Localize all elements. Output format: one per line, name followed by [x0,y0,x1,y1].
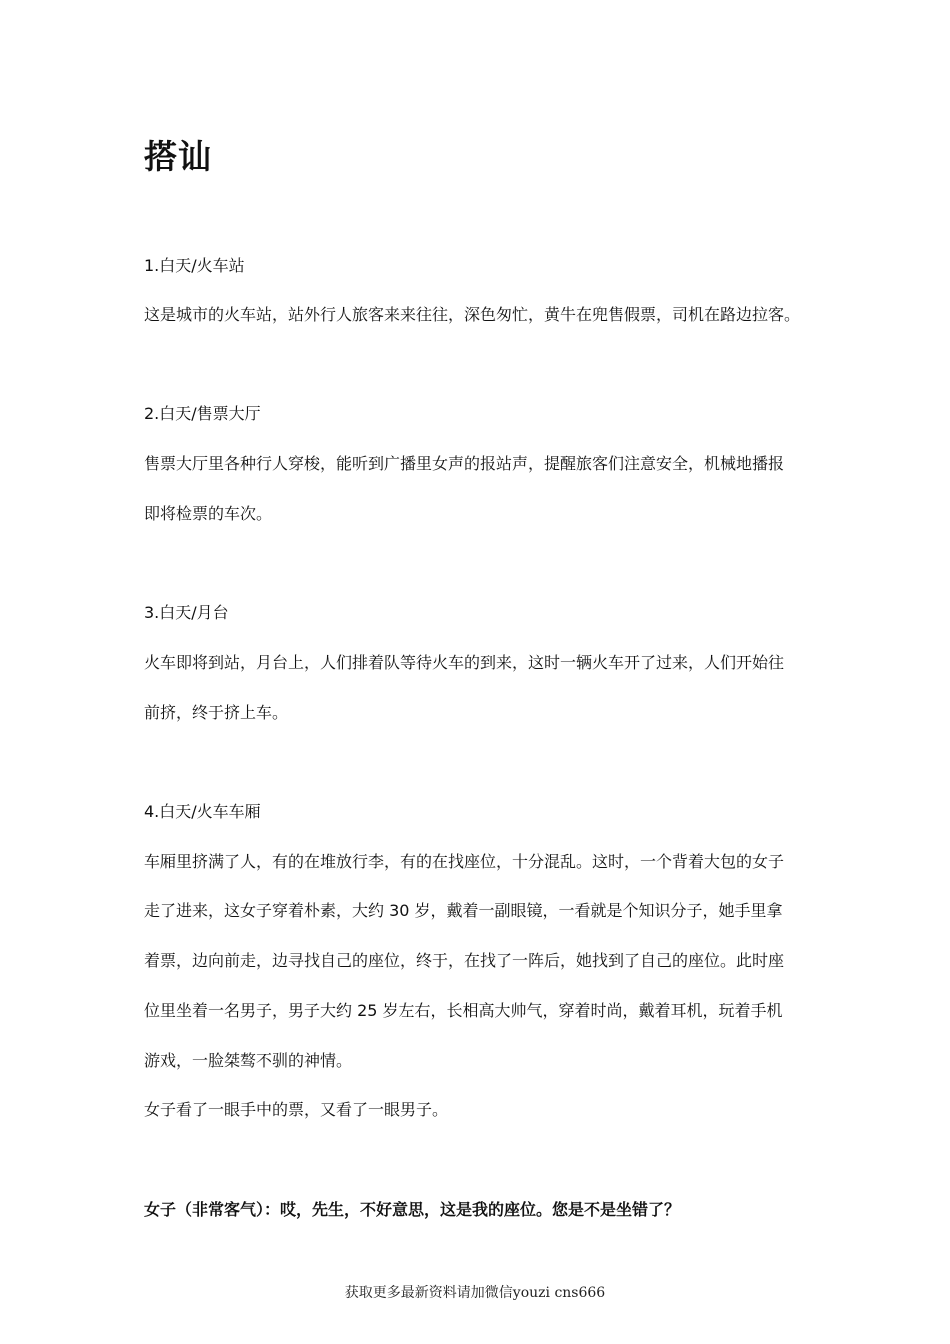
section-heading-1: 1.白天/火车站 [144,256,245,275]
dialogue-line: 女子（非常客气）：哎，先生，不好意思，这是我的座位。您是不是坐错了？ [144,1200,681,1219]
paragraph-line: 售票大厅里各种行人穿梭，能听到广播里女声的报站声，提醒旅客们注意安全，机械地播报 [144,454,785,473]
paragraph-line: 位里坐着一名男子，男子大约 25 岁左右，长相高大帅气，穿着时尚，戴着耳机，玩着手机 [144,1001,783,1020]
paragraph-line: 女子看了一眼手中的票，又看了一眼男子。 [144,1100,449,1119]
section-heading-2: 2.白天/售票大厅 [144,404,261,423]
paragraph-line: 火车即将到站，月台上，人们排着队等待火车的到来，这时一辆火车开了过来，人们开始往 [144,653,785,672]
paragraph-line: 这是城市的火车站，站外行人旅客来来往往，深色匆忙，黄牛在兜售假票，司机在路边拉客。 [144,305,801,324]
paragraph-line: 游戏，一脸桀骜不驯的神情。 [144,1051,353,1070]
paragraph-line: 着票，边向前走，边寻找自己的座位，终于，在找了一阵后，她找到了自己的座位。此时座 [144,951,785,970]
paragraph-line: 前挤，终于挤上车。 [144,703,289,722]
document-title: 搭讪 [144,137,212,176]
section-heading-3: 3.白天/月台 [144,603,229,622]
paragraph-line: 走了进来，这女子穿着朴素，大约 30 岁，戴着一副眼镜，一看就是个知识分子，她手里拿 [144,901,783,920]
section-heading-4: 4.白天/火车车厢 [144,802,261,821]
paragraph-line: 车厢里挤满了人，有的在堆放行李，有的在找座位，十分混乱。这时，一个背着大包的女子 [144,852,785,871]
footer-note: 获取更多最新资料请加微信youzi cns666 [344,1285,606,1301]
paragraph-line: 即将检票的车次。 [144,504,273,523]
